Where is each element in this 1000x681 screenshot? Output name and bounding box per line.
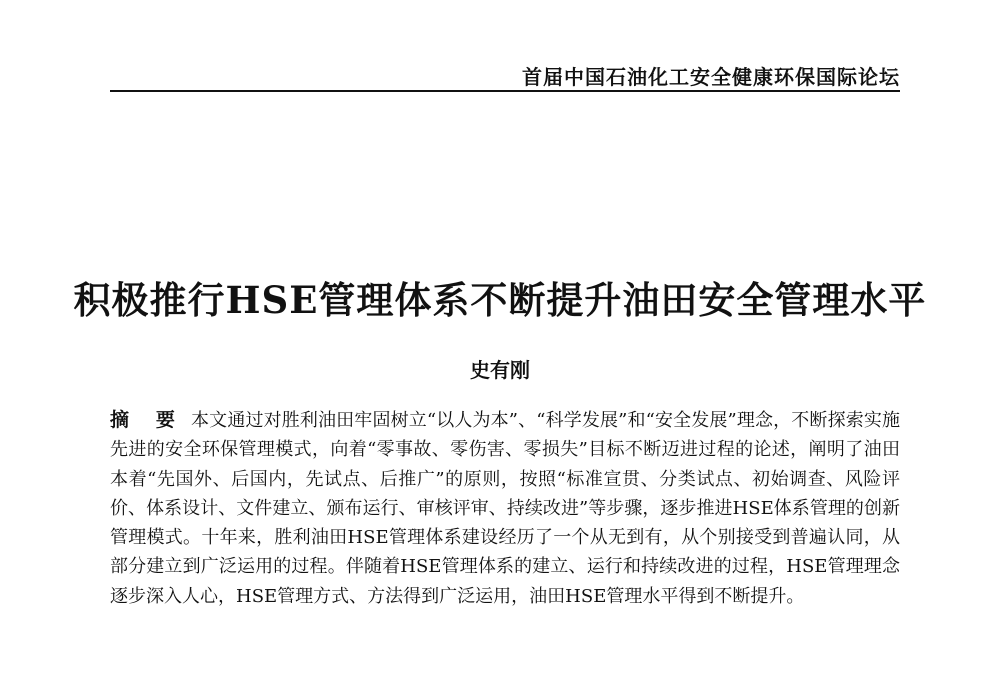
header-divider (110, 90, 900, 92)
abstract-text: 本文通过对胜利油田牢固树立“以人为本”、“科学发展”和“安全发展”理念，不断探索实施先进的安全环保管理模式，向着“零事故、零伤害、零损失”目标不断迈进过程的论述，阐明了油田本着“先国外、后国内，先试点、后推广”的原则，按照“标准宣贯、分类试点、初始调查、风险评价、体系设计、文件建立、颁布运行、审核评审、持续改进”等步骤，逐步推进HSE体系管理的创新管理模式。十年来，胜利油田HSE管理体系建设经历了一个从无到有，从个别接受到普遍认同，从部分建立到广泛运用的过程。伴随着HSE管理体系的建立、运行和持续改进的过程，HSE管理理念逐步深入人心，HSE管理方式、方法得到广泛运用，油田HSE管理水平得到不断提升。 (110, 410, 900, 607)
abstract-paragraph (110, 406, 900, 611)
paper-title: 积极推行HSE管理体系不断提升油田安全管理水平 (73, 278, 927, 322)
abstract-label: 摘 要 (110, 409, 186, 431)
author-name: 史有刚 (470, 358, 530, 382)
running-header-title: 首届中国石油化工安全健康环保国际论坛 (522, 65, 900, 89)
